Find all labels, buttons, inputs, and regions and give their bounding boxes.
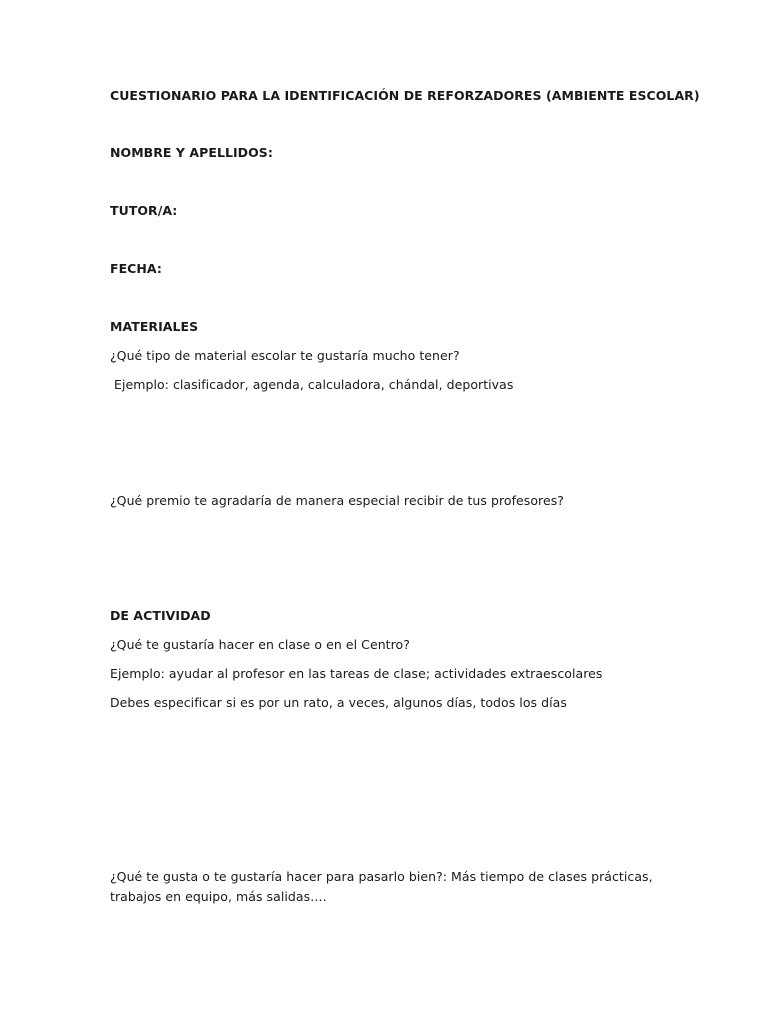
- tutor-field-label: TUTOR/A:: [110, 203, 178, 218]
- activity-heading: DE ACTIVIDAD: [110, 608, 211, 623]
- activity-question-1-example: Ejemplo: ayudar al profesor en las tareas de clase; actividades extraescolares: [110, 666, 603, 681]
- materials-question-1: ¿Qué tipo de material escolar te gustaría mucho tener?: [110, 348, 460, 363]
- name-field-label: NOMBRE Y APELLIDOS:: [110, 145, 273, 160]
- materials-heading: MATERIALES: [110, 319, 199, 334]
- activity-question-2-line-2: trabajos en equipo, más salidas….: [110, 889, 327, 904]
- activity-question-2-line-1: ¿Qué te gusta o te gustaría hacer para pasarlo bien?: Más tiempo de clases prácticas,: [110, 869, 653, 884]
- date-field-label: FECHA:: [110, 261, 162, 276]
- materials-question-2: ¿Qué premio te agradaría de manera especial recibir de tus profesores?: [110, 493, 564, 508]
- materials-question-1-example: Ejemplo: clasificador, agenda, calculadora, chándal, deportivas: [110, 377, 514, 392]
- activity-question-1: ¿Qué te gustaría hacer en clase o en el Centro?: [110, 637, 410, 652]
- document-title: CUESTIONARIO PARA LA IDENTIFICACIÓN DE REFORZADORES (AMBIENTE ESCOLAR): [110, 88, 700, 103]
- activity-question-1-note: Debes especificar si es por un rato, a veces, algunos días, todos los días: [110, 695, 567, 710]
